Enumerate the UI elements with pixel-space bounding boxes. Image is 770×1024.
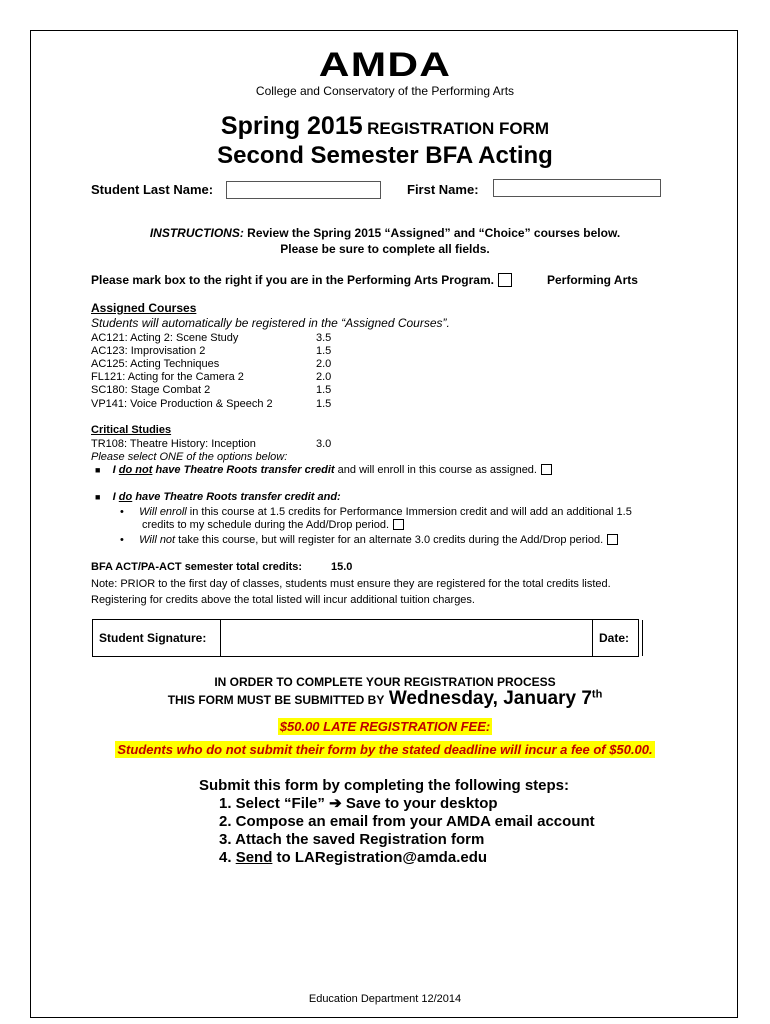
assigned-courses-heading: Assigned Courses <box>91 301 197 315</box>
total-credits-label: BFA ACT/PA-ACT semester total credits: <box>91 561 303 573</box>
square-bullet-icon: ■ <box>95 465 101 475</box>
will-enroll-checkbox[interactable] <box>393 519 404 530</box>
bullet-icon: • <box>120 534 124 546</box>
instructions <box>0 225 770 257</box>
critical-studies-heading: Critical Studies <box>91 424 172 436</box>
total-credits-note-2: Registering for credits above the total listed will incur additional tuition charges. <box>91 594 475 606</box>
instructions-line1: INSTRUCTIONS: Review the Spring 2015 “Assigned” and “Choice” courses below. <box>149 226 621 240</box>
arrow-right-icon: ➔ <box>329 795 342 812</box>
institution-subtitle: College and Conservatory of the Performing Arts <box>255 84 515 98</box>
suboption-will-not: • Will not take this course, but will register for an alternate 3.0 credits during the Add/Drop period. <box>120 534 618 546</box>
late-fee-title: $50.00 LATE REGISTRATION FEE: <box>279 719 491 734</box>
total-credits-value: 15.0 <box>331 561 353 573</box>
deadline-date: Wednesday, January 7 <box>388 688 592 709</box>
date-field[interactable] <box>643 620 732 656</box>
last-name-field[interactable] <box>226 181 381 199</box>
suboption-will-enroll: • Will enroll in this course at 1.5 credits for Performance Immersion credit and will add an additional 1.5 <box>120 506 632 518</box>
program-title: Second Semester BFA Acting <box>217 142 553 169</box>
first-name-label: First Name: <box>407 182 479 197</box>
signature-label: Student Signature: <box>93 620 221 656</box>
form-type: REGISTRATION FORM <box>367 119 550 138</box>
performing-arts-label: Performing Arts <box>547 273 638 287</box>
form-title <box>0 112 770 141</box>
bullet-icon: • <box>120 506 124 518</box>
total-credits-note-1: Note: PRIOR to the first day of classes, students must ensure they are registered for the total credits listed. <box>91 578 611 590</box>
amda-logo: AMDA <box>318 46 452 84</box>
date-label: Date: <box>593 620 643 656</box>
option-have-transfer: ■ I do have Theatre Roots transfer credit and: <box>95 491 341 503</box>
no-transfer-checkbox[interactable] <box>541 464 552 475</box>
first-name-field[interactable] <box>493 179 661 197</box>
deadline-line2: THIS FORM MUST BE SUBMITTED BY Wednesday, January 7th <box>167 688 603 709</box>
performing-arts-prompt: Please mark box to the right if you are in the Performing Arts Program. <box>91 273 494 287</box>
signature-table <box>92 619 639 657</box>
option-no-transfer: ■ I do not have Theatre Roots transfer credit and will enroll in this course as assigned. <box>95 464 552 476</box>
term-title: Spring 2015 <box>220 112 363 140</box>
will-not-checkbox[interactable] <box>607 534 618 545</box>
step-1: 1. Select “File” ➔ Save to your desktop <box>219 795 498 812</box>
performing-arts-row <box>91 273 512 287</box>
performing-arts-checkbox[interactable] <box>498 273 512 287</box>
last-name-label: Student Last Name: <box>91 182 214 197</box>
step-3: 3. Attach the saved Registration form <box>219 831 485 848</box>
step-4: 4. Send to LARegistration@amda.edu <box>219 849 488 866</box>
instructions-label: INSTRUCTIONS: <box>149 226 244 240</box>
signature-field[interactable] <box>221 620 593 656</box>
send-link: Send <box>235 849 273 866</box>
square-bullet-icon: ■ <box>95 492 101 502</box>
deadline-line1: IN ORDER TO COMPLETE YOUR REGISTRATION PROCESS <box>214 675 556 689</box>
suboption-will-enroll-line2: credits to my schedule during the Add/Drop period. <box>142 519 404 531</box>
footer: Education Department 12/2014 <box>308 993 462 1005</box>
submission-steps <box>199 777 595 867</box>
step-2: 2. Compose an email from your AMDA email account <box>219 813 595 830</box>
select-option-note: Please select ONE of the options below: <box>91 451 288 463</box>
assigned-courses-note: Students will automatically be registered in the “Assigned Courses”. <box>91 316 450 330</box>
late-fee-text: Students who do not submit their form by the stated deadline will incur a fee of $50.00. <box>117 742 653 757</box>
steps-heading: Submit this form by completing the following steps: <box>199 777 570 794</box>
instructions-line2: Please be sure to complete all fields. <box>280 242 490 256</box>
